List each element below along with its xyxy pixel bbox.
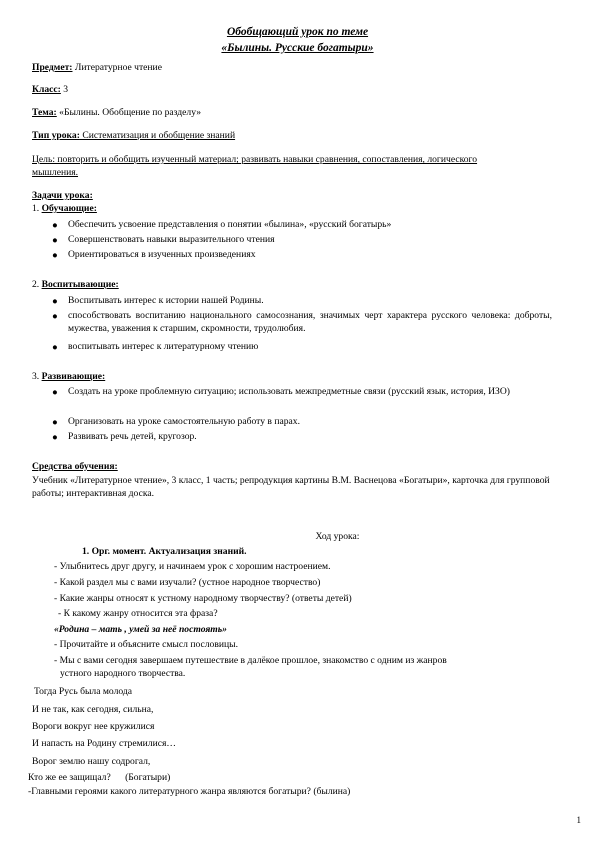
means-label: Средства обучения: [32,461,118,472]
class-line [32,84,68,96]
subject-line [32,62,162,74]
document-title-line2: «Былины. Русские богатыри» [221,42,374,54]
goal-line-1: Цель: повторить и обобщить изученный материал; развивать навыки сравнения, сопоставления, логического [32,154,478,165]
developing-item: Создать на уроке проблемную ситуацию; использовать межпредметные связи (русский язык, история, ИЗО) [68,386,510,397]
lesson-line: - Какие жанры относят к устному народному творчеству? (ответы детей) [54,593,352,604]
class-value: 3 [60,84,69,95]
subject-label: Предмет: [32,62,73,73]
teaching-item: Совершенствовать навыки выразительного чтения [68,234,275,245]
goal-line-2: мышления. [32,167,79,178]
bullet-icon: ● [52,342,58,353]
upbringing-item: способствовать воспитанию национального самосознания, значимых черт характера русского человека: доброты, мужества, уважения к старшим, скромности, трудолюбия. [68,310,552,334]
upbringing-label: 2. Воспитывающие: [32,279,119,290]
tasks-heading: Задачи урока: [32,190,93,201]
poem-line: И не так, как сегодня, сильна, [32,704,154,715]
teaching-item: Ориентироваться в изученных произведениях [68,249,256,260]
poem-line: Вороги вокруг нее кружилися [32,721,155,732]
step1-heading: 1. Орг. момент. Актуализация знаний. [82,546,247,557]
poem-line: И напасть на Родину стремилися… [32,738,176,749]
question-1: Кто же ее защищал? (Богатыри) [28,772,171,783]
topic-value: «Былины. Обобщение по разделу» [56,107,202,118]
bullet-icon: ● [52,311,58,322]
lesson-line: - К какому жанру относится эта фраза? [58,608,218,619]
lesson-line: - Улыбнитесь друг другу, и начинаем урок с хорошим настроением. [54,561,331,572]
bullet-icon: ● [52,296,58,307]
upbringing-item: Воспитывать интерес к истории нашей Родины. [68,295,264,306]
upbringing-item: воспитывать интерес к литературному чтению [68,341,259,352]
proverb: «Родина – мать , умей за неё постоять» [54,624,227,635]
poem-line: Тогда Русь была молода [34,686,133,697]
bullet-icon: ● [52,432,58,443]
means-text: Учебник «Литературное чтение», 3 класс, 1 часть; репродукция картины В.М. Васнецова «Богатыри», карточка для групповой работы; интерактивная доска. [32,475,550,499]
upbringing-label-text: Воспитывающие: [41,279,119,290]
lesson-type-value: Систематизация и обобщение знаний [79,130,236,141]
page-number: 1 [576,815,581,825]
bullet-icon: ● [52,387,58,398]
bullet-icon: ● [52,235,58,246]
lesson-line: - Какой раздел мы с вами изучали? (устное народное творчество) [54,577,321,588]
document-title-line1: Обобщающий урок по теме [226,26,369,38]
developing-item: Развивать речь детей, кругозор. [68,431,197,442]
lesson-type-label: Тип урока: [32,130,80,141]
topic-line [32,107,201,119]
developing-label-text: Развивающие: [41,371,106,382]
topic-label: Тема: [32,107,57,118]
bullet-icon: ● [52,417,58,428]
lesson-line: - Прочитайте и объясните смысл пословицы. [54,639,238,650]
bullet-icon: ● [52,250,58,261]
lesson-type-line [32,130,235,142]
teaching-label-text: Обучающие: [41,203,97,214]
lesson-line: - Мы с вами сегодня завершаем путешествие в далёкое прошлое, знакомство с одним из жанров [54,655,447,666]
bullet-icon: ● [52,220,58,231]
developing-item: Организовать на уроке самостоятельную работу в парах. [68,416,300,427]
question-2: -Главными героями какого литературного жанра являются богатыри? (былина) [28,786,351,797]
poem-line: Ворог землю нашу содрогал, [32,756,151,767]
subject-value: Литературное чтение [72,62,162,73]
class-label: Класс: [32,84,61,95]
teaching-item: Обеспечить усвоение представления о понятии «былина», «русский богатырь» [68,219,392,230]
teaching-label: 1. Обучающие: [32,203,97,214]
lesson-heading: Ход урока: [315,531,360,542]
lesson-line: устного народного творчества. [60,668,186,679]
developing-label: 3. Развивающие: [32,371,106,382]
